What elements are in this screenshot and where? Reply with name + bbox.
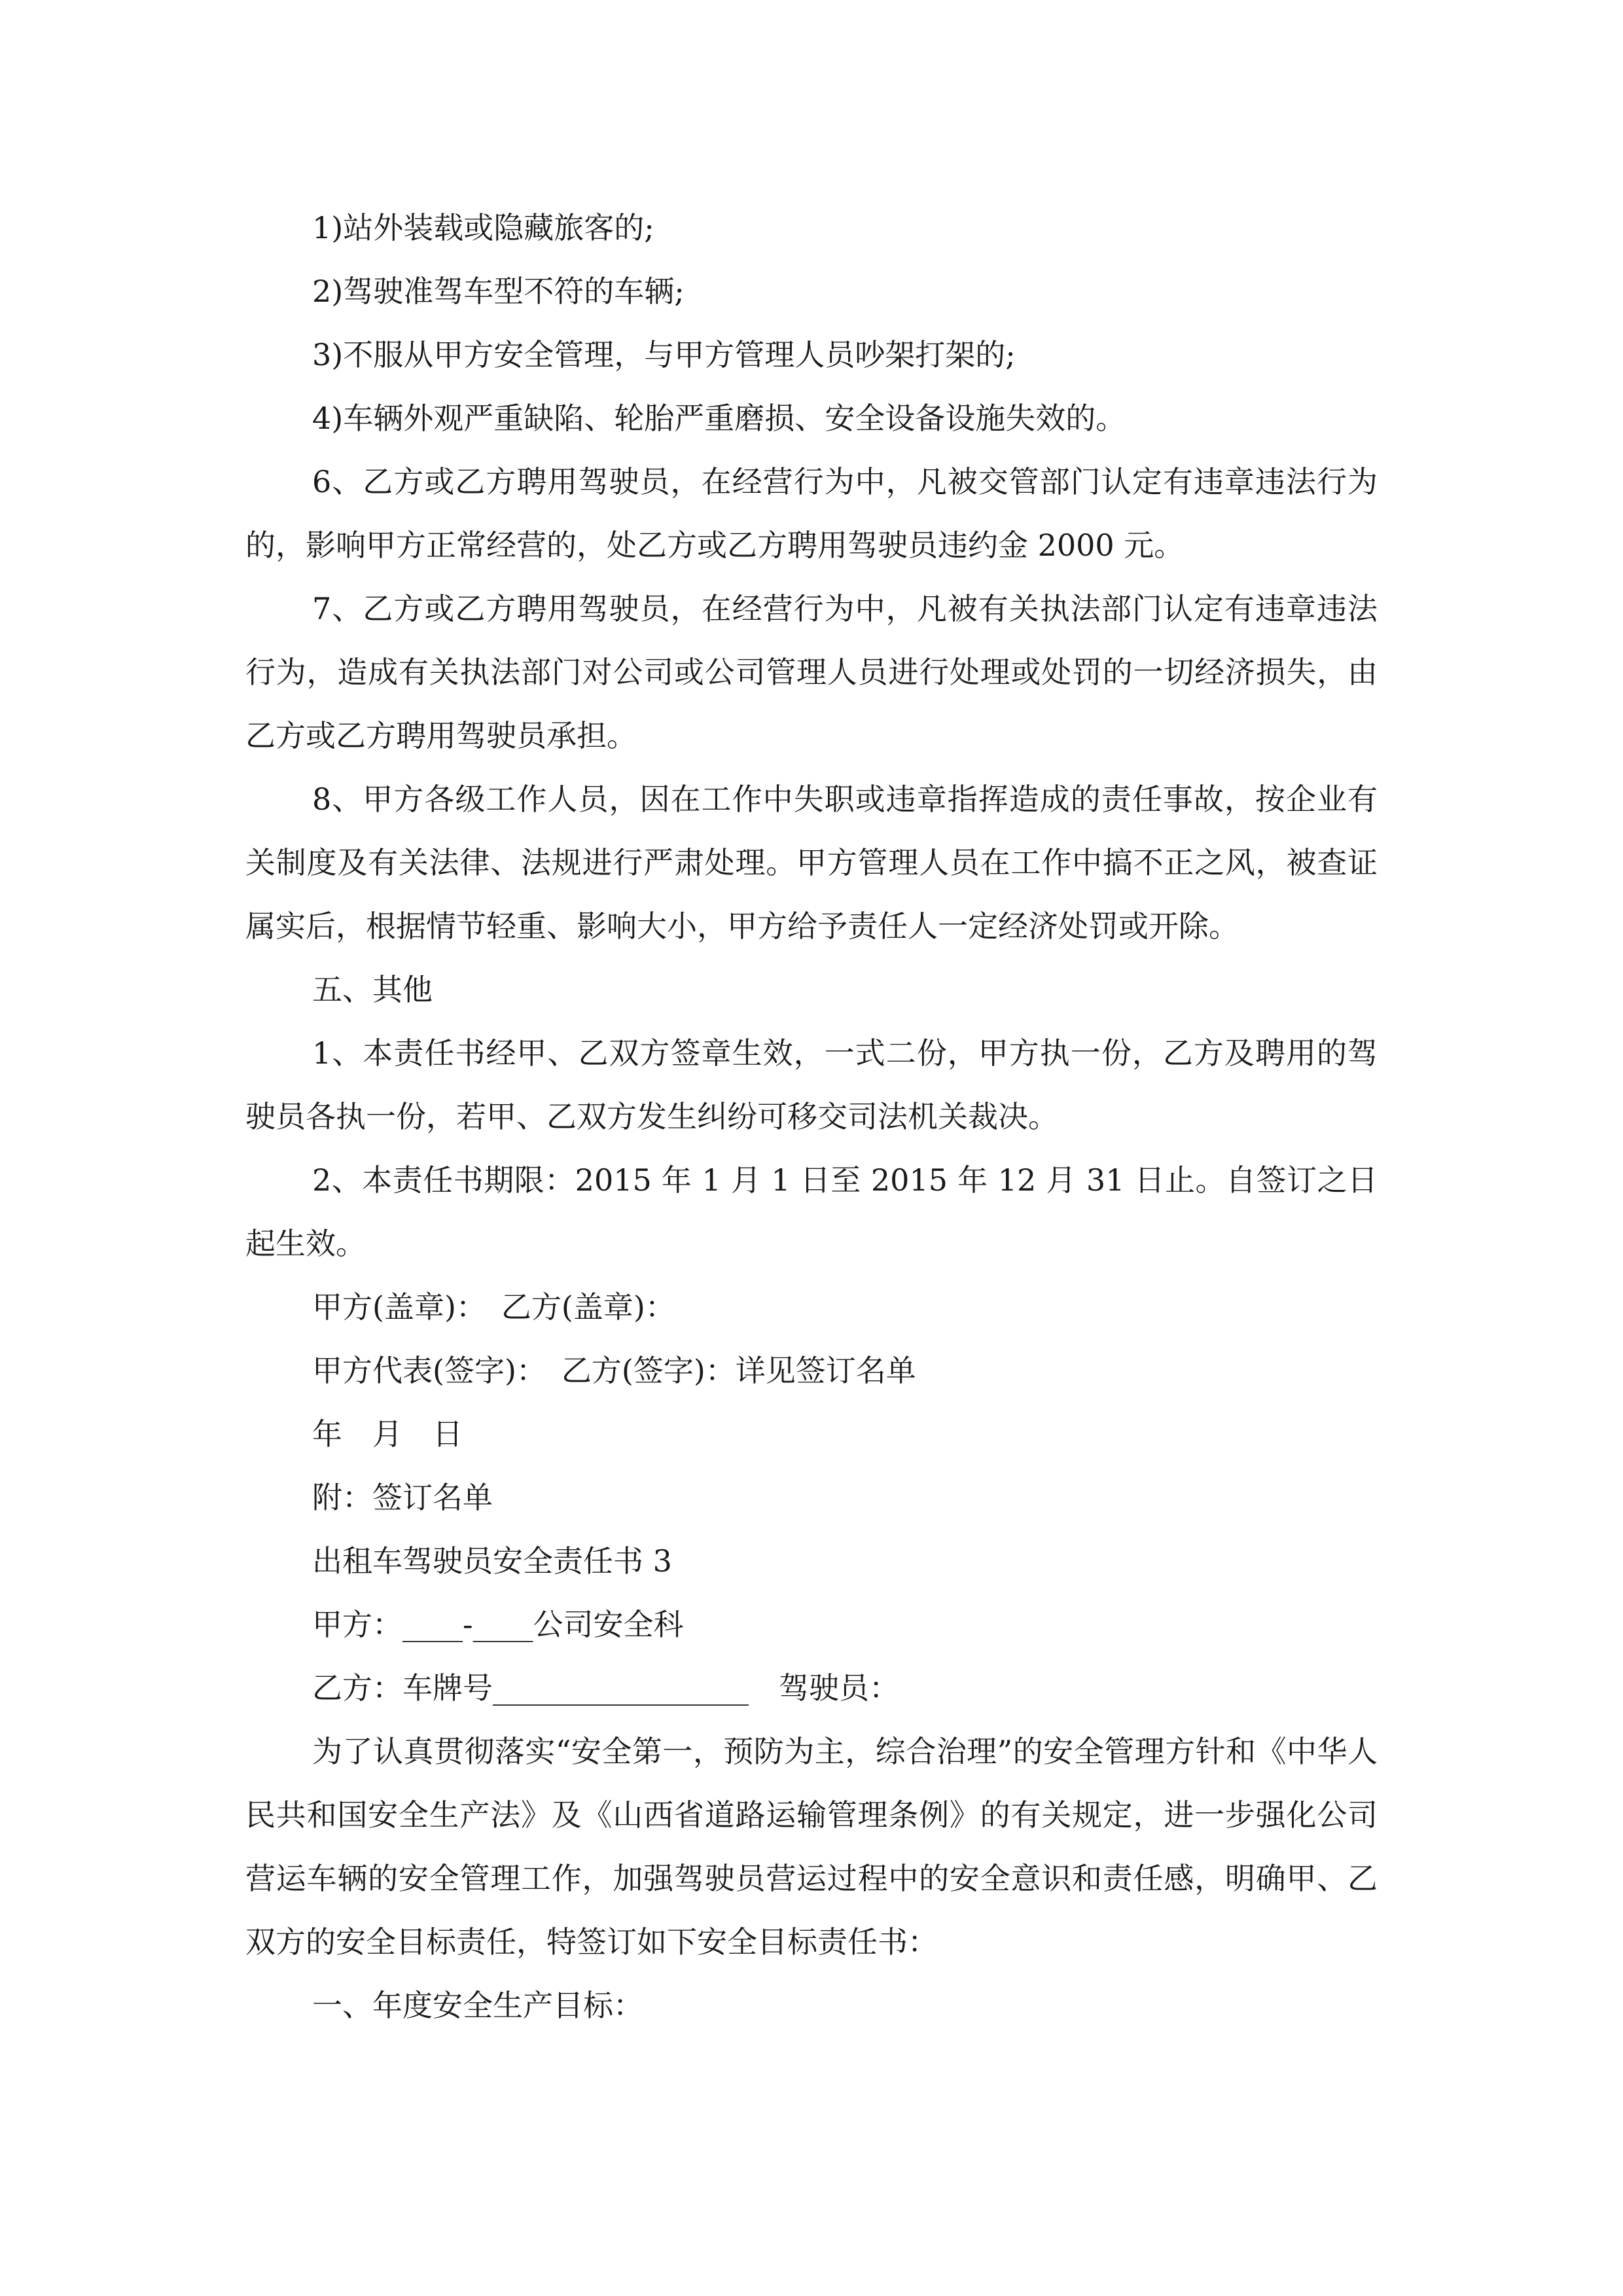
list-item-2: 2)驾驶准驾车型不符的车辆; <box>312 274 685 309</box>
party-a-line: 甲方：____-____公司安全科 <box>312 1607 684 1642</box>
document-title: 出租车驾驶员安全责任书 3 <box>312 1543 672 1579</box>
section-heading-other: 五、其他 <box>312 972 433 1007</box>
list-item-1: 1)站外装载或隐藏旅客的; <box>312 210 654 245</box>
section-heading-annual-goal: 一、年度安全生产目标： <box>312 1988 643 2023</box>
document-body <box>245 196 1378 2037</box>
other-clause-1: 1、本责任书经甲、乙双方签章生效，一式二份，甲方执一份，乙方及聘用的驾驶员各执一份，若甲、乙双方发生纠纷可移交司法机关裁决。 <box>245 1035 1378 1134</box>
list-item-4: 4)车辆外观严重缺陷、轮胎严重磨损、安全设备设施失效的。 <box>312 401 1126 436</box>
other-clause-2: 2、本责任书期限：2015 年 1 月 1 日至 2015 年 12 月 31 日止。自签订之日起生效。 <box>245 1162 1378 1261</box>
clause-7: 7、乙方或乙方聘用驾驶员，在经营行为中，凡被有关执法部门认定有违章违法行为，造成有关执法部门对公司或公司管理人员进行处理或处罚的一切经济损失，由乙方或乙方聘用驾驶员承担。 <box>245 591 1378 753</box>
seal-line: 甲方(盖章)： 乙方(盖章)： <box>312 1289 675 1325</box>
party-b-line: 乙方：车牌号_________________ 驾驶员： <box>312 1670 899 1706</box>
clause-8: 8、甲方各级工作人员，因在工作中失职或违章指挥造成的责任事故，按企业有关制度及有关法律、法规进行严肃处理。甲方管理人员在工作中搞不正之风，被查证属实后，根据情节轻重、影响大小，甲方给予责任人一定经济处罚或开除。 <box>245 781 1378 944</box>
list-item-3: 3)不服从甲方安全管理，与甲方管理人员吵架打架的; <box>312 337 1016 372</box>
attachment-line: 附：签订名单 <box>312 1480 493 1515</box>
clause-6: 6、乙方或乙方聘用驾驶员，在经营行为中，凡被交管部门认定有违章违法行为的，影响甲方正常经营的，处乙方或乙方聘用驾驶员违约金 2000 元。 <box>245 464 1378 563</box>
date-line: 年 月 日 <box>312 1416 463 1452</box>
preamble-paragraph: 为了认真贯彻落实“安全第一，预防为主，综合治理”的安全管理方针和《中华人民共和国安全生产法》及《山西省道路运输管理条例》的有关规定，进一步强化公司营运车辆的安全管理工作，加强驾驶员营运过程中的安全意识和责任感，明确甲、乙双方的安全目标责任，特签订如下安全目标责任书： <box>245 1734 1378 1960</box>
signature-line: 甲方代表(签字)： 乙方(签字)：详见签订名单 <box>312 1353 916 1388</box>
